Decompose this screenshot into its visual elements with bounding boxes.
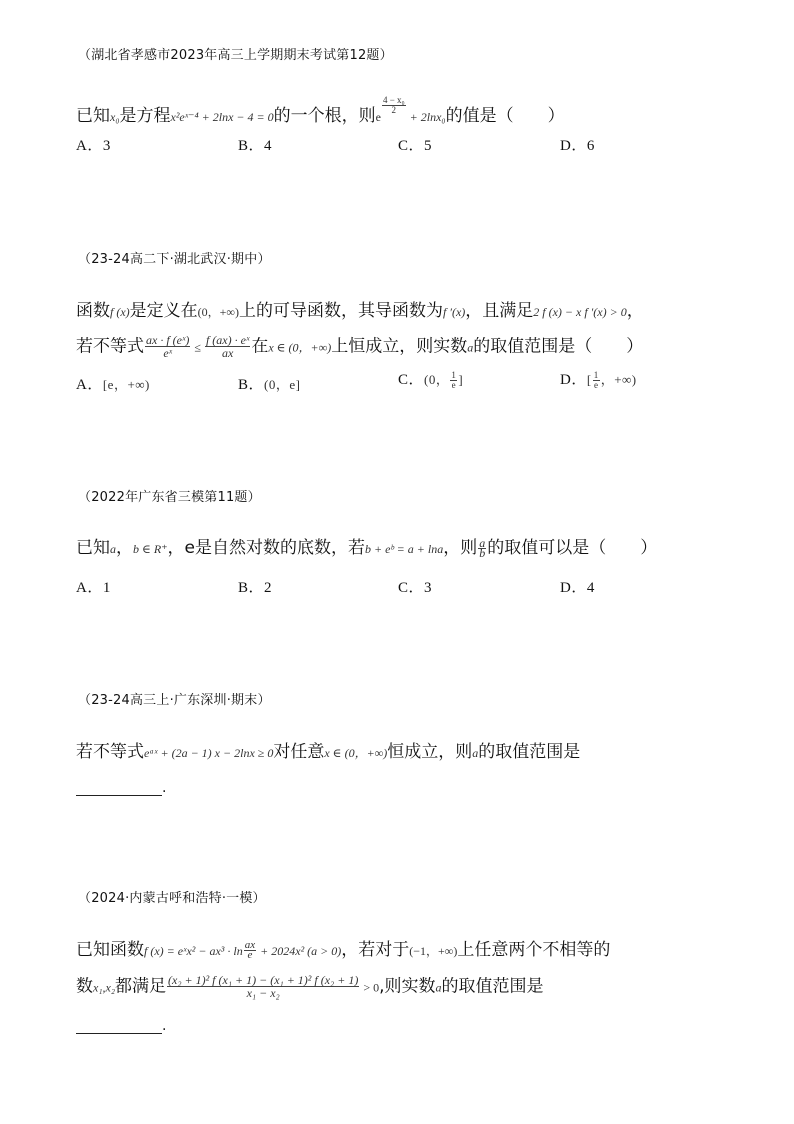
- math-fraction: $\frac{a}{b}$: [479, 535, 486, 560]
- math-expression: 2 f (x) − x f ′(x) > 0: [533, 305, 627, 319]
- option-b[interactable]: B．(0，e]: [238, 377, 301, 393]
- option-b[interactable]: B．4: [238, 138, 273, 154]
- answer-options: [76, 576, 776, 598]
- math-fraction: $\frac{ax}{e}$: [244, 938, 256, 961]
- problem-source: （23-24高二下·湖北武汉·期中）: [78, 252, 271, 267]
- problem-statement-line-1: 已知函数f (x) = eˣx² − ax³ · ln $\frac{ax}{e}$ + 2024x² (a > 0)，若对于(−1，+∞)上任意两个不相等的: [76, 938, 611, 961]
- math-fraction: $\frac{\text{ax · f (eˣ)}}{\text{eˣ}}$: [146, 333, 190, 360]
- blank-line[interactable]: [76, 781, 162, 796]
- math-expression: a: [435, 980, 442, 995]
- math-expression: (0，+∞): [197, 305, 239, 319]
- problem-statement: 已知x₀是方程x²eˣ⁻⁴ + 2lnx − 4 = 0的一个根，则e $\frac{\text{4 − x₀}}{2}$ + 2lnx₀的值是（ ）: [76, 95, 565, 126]
- problem-source: （湖北省孝感市2023年高三上学期期末考试第12题）: [78, 48, 393, 63]
- problem-statement: 已知a，b ∈ R⁺，e是自然对数的底数，若b + eᵇ = a + lna，则 $\frac{a}{b}$ 的取值可以是（ ）: [76, 535, 658, 560]
- math-expression: e: [375, 110, 381, 124]
- problem-statement-line-2: 数x₁,x₂都满足 $\frac{\text{(x₂ + 1)² f (x₁ + 1) − (x₁ + 1)² f (x₂ + 1)}}{\text{x₁ − x₂}}$ > 0,则实数a的取值范围是: [76, 973, 544, 1000]
- problem-source: （2022年广东省三模第11题）: [78, 490, 261, 505]
- option-d[interactable]: D．6: [560, 138, 595, 154]
- option-a[interactable]: A．1: [76, 580, 111, 596]
- option-c[interactable]: C．5: [398, 138, 433, 154]
- math-fraction: $\frac{\text{(x₂ + 1)² f (x₁ + 1) − (x₁ + 1)² f (x₂ + 1)}}{\text{x₁ − x₂}}$: [168, 973, 359, 1000]
- problem-statement-line-2: 若不等式 $\frac{\text{ax · f (eˣ)}}{\text{eˣ}}$ ≤ $\frac{\text{f (ax) · eˣ}}{ax}$ 在x ∈ (0，+∞)上恒成立，则实数a的取值范围是（ ）: [76, 333, 644, 360]
- math-expression: > 0: [360, 980, 380, 995]
- option-a[interactable]: A．3: [76, 138, 111, 154]
- math-expression: f ′(x): [442, 305, 466, 319]
- option-d[interactable]: D．[ $\frac{1}{e}$ ，+∞): [560, 370, 637, 391]
- math-expression: b + eᵇ = a + lna: [365, 542, 444, 556]
- math-expression: a: [467, 340, 474, 355]
- math-expression: a: [110, 542, 116, 556]
- blank-line[interactable]: [76, 1019, 162, 1034]
- math-expression: x ∈ (0，+∞): [324, 746, 388, 760]
- math-fraction: $\frac{\text{4 − x₀}}{2}$: [382, 95, 405, 115]
- option-a[interactable]: A．[e，+∞): [76, 377, 150, 393]
- answer-blank[interactable]: .: [76, 780, 166, 796]
- problem-source: （23-24高三上·广东深圳·期末）: [78, 693, 271, 708]
- math-expression: x₁,x₂: [93, 980, 115, 995]
- math-expression: b ∈ R⁺: [133, 542, 168, 556]
- math-expression: + 2024x² (a > 0): [257, 944, 342, 958]
- math-expression: f (x): [110, 305, 130, 319]
- answer-blank[interactable]: .: [76, 1018, 166, 1034]
- option-d[interactable]: D．4: [560, 580, 595, 596]
- answer-options: [76, 134, 776, 156]
- math-fraction: $\frac{1}{e}$: [451, 370, 457, 391]
- math-expression: x₀: [110, 110, 120, 124]
- problem-statement-line-1: 函数f (x)是定义在(0，+∞)上的可导函数，其导函数为f ′(x)，且满足2 f (x) − x f ′(x) > 0，: [76, 301, 644, 321]
- option-c[interactable]: C．3: [398, 580, 433, 596]
- math-expression: + 2lnx₀: [406, 110, 446, 124]
- math-expression: x²eˣ⁻⁴ + 2lnx − 4 = 0: [170, 110, 274, 124]
- answer-options: [76, 370, 776, 395]
- math-expression: x ∈ (0，+∞): [268, 340, 332, 355]
- math-expression: (−1，+∞): [409, 944, 458, 958]
- option-b[interactable]: B．2: [238, 580, 273, 596]
- math-fraction: $\frac{\text{f (ax) · eˣ}}{ax}$: [205, 333, 250, 360]
- math-fraction: $\frac{1}{e}$: [593, 370, 599, 391]
- problem-source: （2024·内蒙古呼和浩特·一模）: [78, 891, 266, 906]
- math-expression: a: [472, 746, 479, 760]
- math-expression: f (x) = eˣx² − ax³ · ln: [144, 944, 243, 958]
- math-expression: eᵃˣ + (2a − 1) x − 2lnx ≥ 0: [144, 746, 274, 760]
- option-c[interactable]: C．(0， $\frac{1}{e}$ ]: [398, 370, 464, 391]
- problem-statement: 若不等式eᵃˣ + (2a − 1) x − 2lnx ≥ 0对任意x ∈ (0，+∞)恒成立，则a的取值范围是: [76, 742, 581, 762]
